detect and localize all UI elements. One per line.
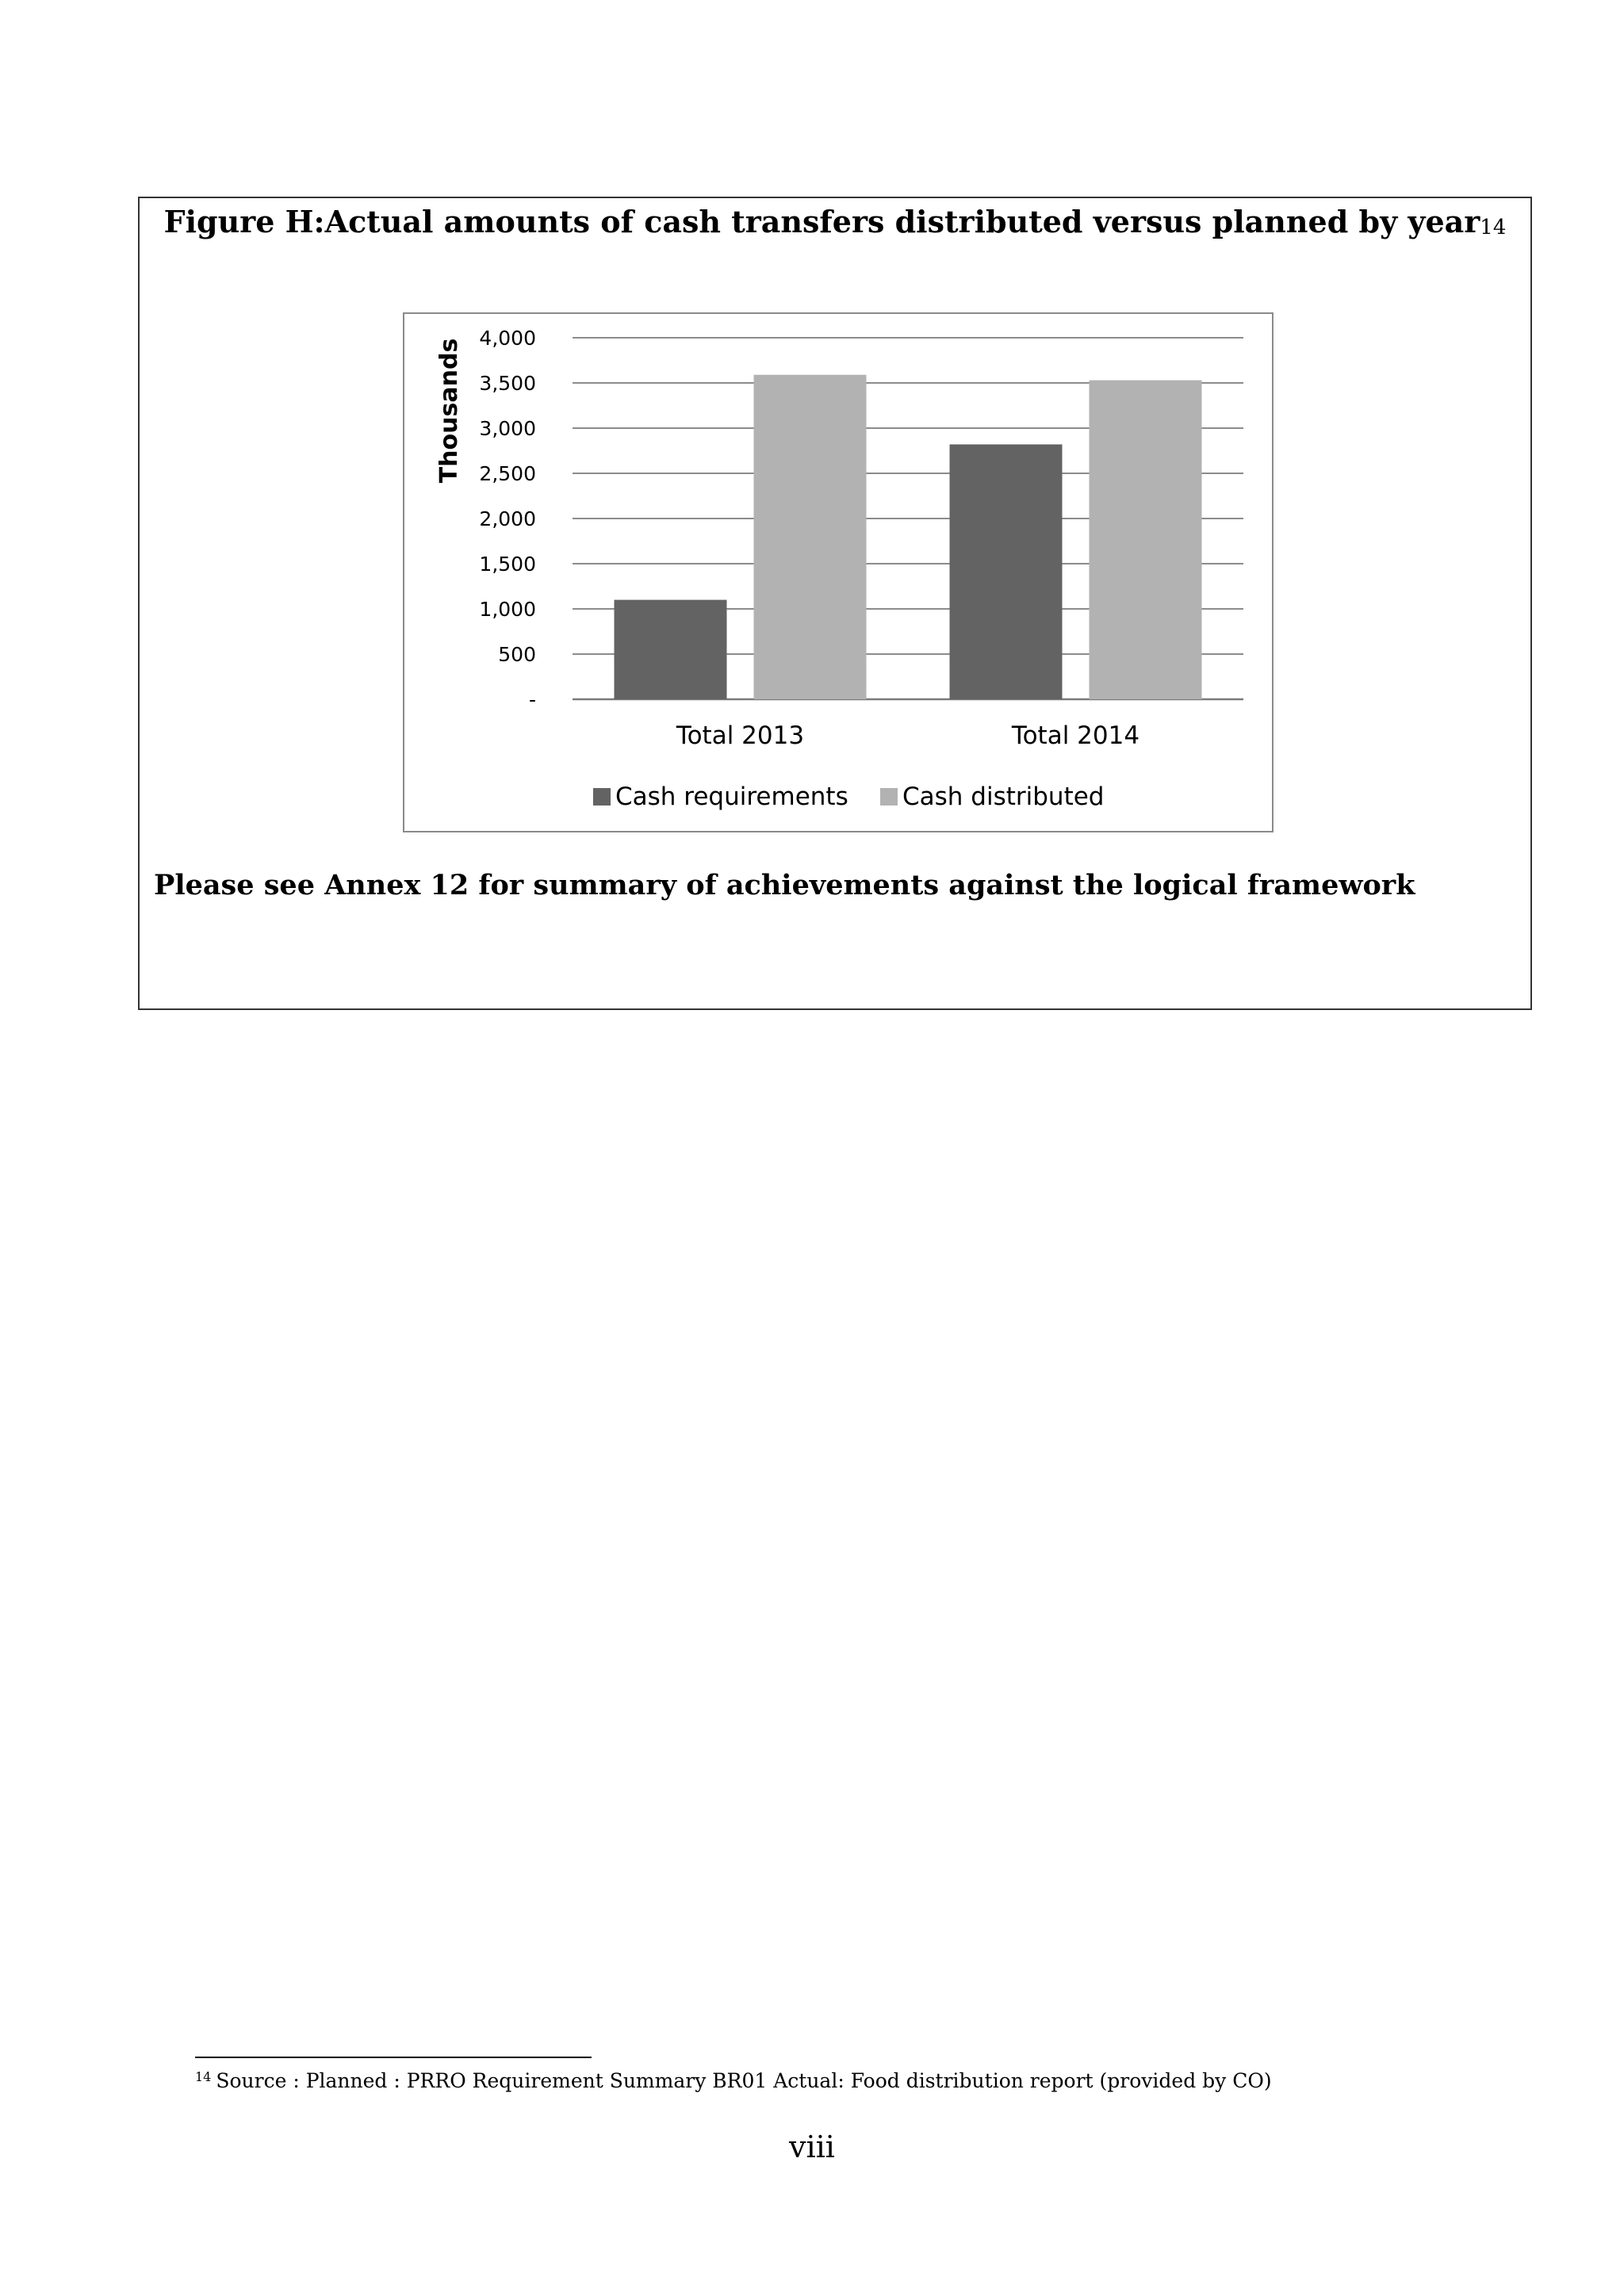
y-tick-label: 3,000 (479, 417, 536, 440)
legend-swatch (880, 788, 898, 806)
bar-chart (404, 314, 1272, 831)
y-axis-title: Thousands (435, 338, 463, 484)
y-tick-label: 2,500 (479, 462, 536, 485)
y-tick-label: 1,500 (479, 553, 536, 576)
chart-frame (403, 312, 1274, 832)
y-tick-label: 500 (498, 643, 536, 666)
bar-cash-requirements-total-2013 (615, 600, 727, 699)
y-tick-label: 3,500 (479, 372, 536, 395)
figure-title (140, 198, 1530, 250)
category-label: Total 2013 (676, 721, 805, 750)
bar-cash-distributed-total-2013 (754, 375, 867, 699)
figure-title-footnote-ref: 14 (1480, 216, 1507, 239)
page-number: viii (789, 2130, 835, 2164)
y-tick-labels (479, 327, 536, 711)
y-tick-label: 1,000 (479, 598, 536, 621)
figure-title-text: Figure H:Actual amounts of cash transfers distributed versus planned by year (163, 204, 1480, 239)
figure-box (138, 197, 1532, 1010)
footnote (195, 2069, 1272, 2092)
bar-cash-distributed-total-2014 (1090, 381, 1202, 699)
category-label: Total 2014 (1011, 721, 1140, 750)
legend (593, 783, 1104, 811)
category-labels (676, 721, 1139, 750)
bars (615, 375, 1202, 699)
legend-swatch (593, 788, 611, 806)
footnote-text: Source : Planned : PRRO Requirement Summary BR01 Actual: Food distribution report (provided by CO) (216, 2069, 1272, 2092)
footnote-rule (195, 2057, 592, 2058)
y-tick-label: 4,000 (479, 327, 536, 350)
annex-note: Please see Annex 12 for summary of achievements against the logical framework (154, 869, 1415, 901)
legend-label: Cash distributed (902, 783, 1105, 811)
footnote-ref: 14 (195, 2069, 212, 2084)
bar-cash-requirements-total-2014 (950, 445, 1063, 699)
y-tick-label: - (528, 688, 536, 711)
legend-label: Cash requirements (615, 783, 848, 811)
y-tick-label: 2,000 (479, 507, 536, 530)
